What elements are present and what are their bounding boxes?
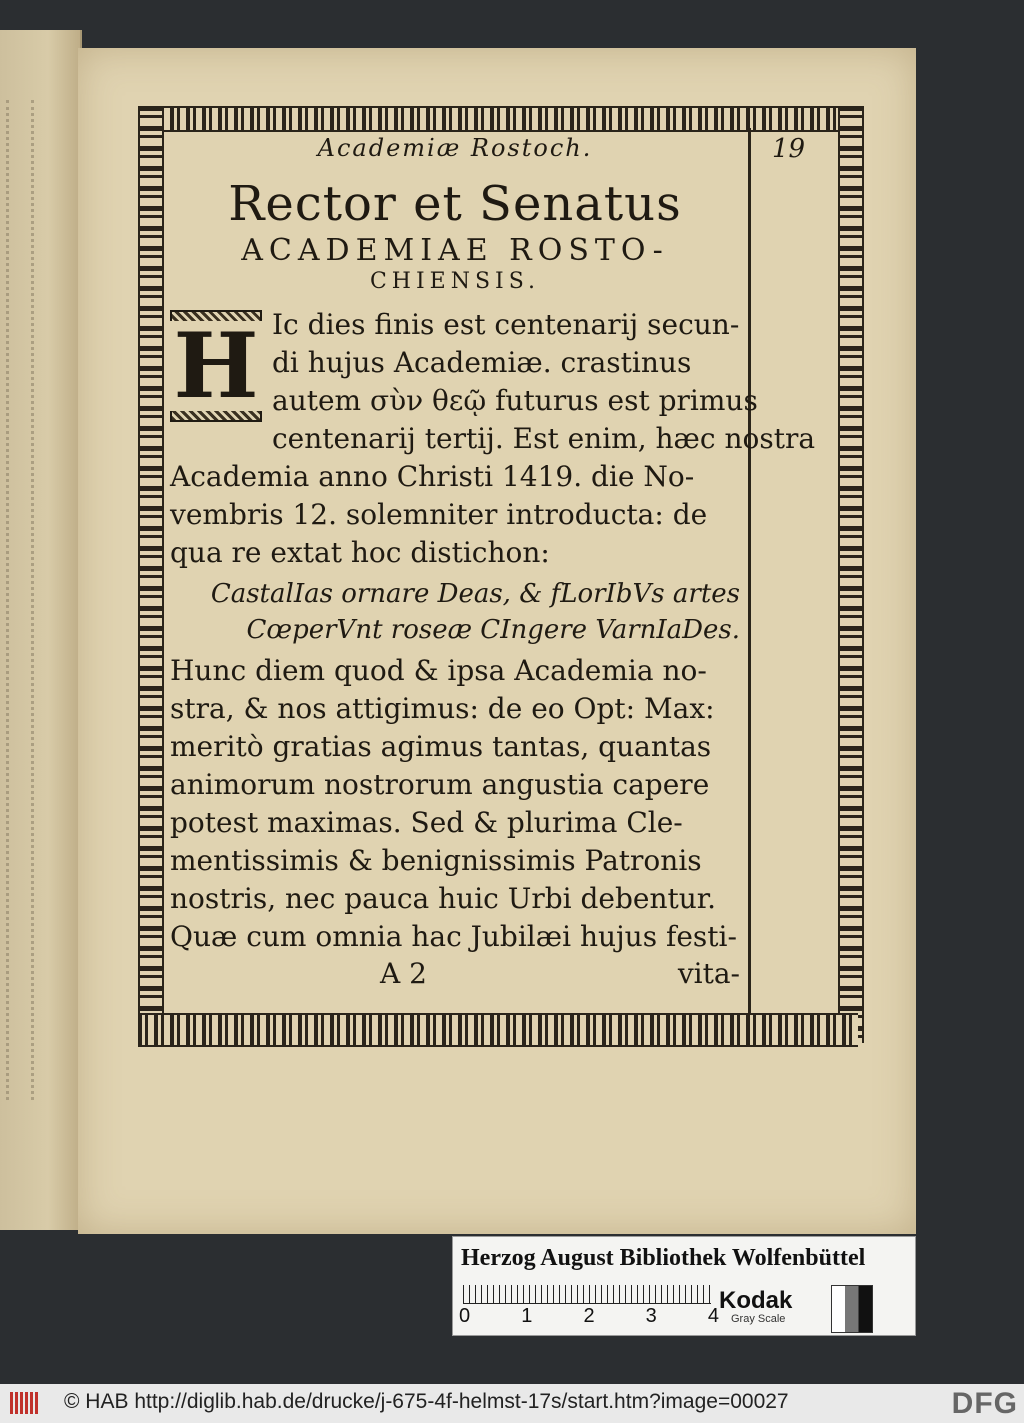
library-name: Herzog August Bibliothek Wolfenbüttel [461, 1245, 866, 1271]
library-color-card [452, 1236, 916, 1336]
text-line: centenarij tertij. Est enim, hæc nostra [272, 422, 816, 455]
page-number: 19 [772, 134, 806, 164]
signature-mark: A 2 [380, 957, 427, 990]
text-line: nostris, nec pauca huic Urbi debentur. [170, 882, 717, 915]
text-line: meritò gratias agimus tantas, quantas [170, 730, 712, 763]
running-head: Academiæ Rostoch. [317, 134, 593, 162]
verse-line: CastalIas ornare Deas, & fLorIbVs artes [210, 579, 740, 609]
gray-scale-label: Gray Scale [731, 1313, 786, 1325]
kodak-logo: Kodak [719, 1287, 793, 1314]
drop-cap-initial: H [170, 310, 262, 422]
text-line: qua re extat hoc distichon: [170, 536, 550, 569]
text-line: mentissimis & benignissimis Patronis [170, 844, 702, 877]
ornamental-border-bottom [138, 1013, 858, 1047]
text-line: stra, & nos attigimus: de eo Opt: Max: [170, 692, 715, 725]
previous-page-edge [0, 30, 82, 1230]
gray-scale-swatch [831, 1285, 873, 1333]
book-page [78, 48, 916, 1234]
text-line: autem σὺν θεῷ futurus est primus [272, 384, 758, 417]
body-paragraph-1 [170, 306, 816, 572]
ruler-number: 1 [521, 1305, 533, 1327]
verse-line: CœperVnt roseæ CIngere VarnIaDes. [246, 615, 740, 645]
margin-rule [748, 128, 751, 1013]
ruler-numbers [459, 1305, 719, 1328]
text-line: Ic dies finis est centenarij secun- [272, 308, 740, 341]
scale-ruler [463, 1285, 711, 1304]
text-line: Hunc diem quod & ipsa Academia no- [170, 654, 707, 687]
catchword: vita- [677, 957, 740, 990]
page-title: Rector et Senatus [228, 176, 682, 232]
page-text [170, 130, 816, 992]
distichon [170, 576, 740, 648]
ruler-number: 0 [459, 1305, 471, 1327]
ruler-number: 3 [645, 1305, 657, 1327]
text-line: potest maximas. Sed & plurima Cle- [170, 806, 683, 839]
ornamental-border-right [838, 106, 864, 1043]
text-line: animorum nostrorum angustia capere [170, 768, 710, 801]
hab-logo-icon [10, 1392, 40, 1414]
footer-bar [0, 1384, 1024, 1423]
ruler-number: 4 [707, 1305, 719, 1327]
page-subtitle: ACADEMIAE ROSTO- [241, 233, 669, 268]
ruler-number: 2 [583, 1305, 595, 1327]
ornamental-border-left [138, 106, 164, 1043]
text-line: di hujus Academiæ. crastinus [272, 346, 692, 379]
page-subtitle-continued: CHIENSIS. [369, 269, 541, 294]
text-line: Academia anno Christi 1419. die No- [170, 460, 695, 493]
source-url[interactable]: © HAB http://diglib.hab.de/drucke/j-675-4f-helmst-17s/start.htm?image=00027 [64, 1390, 789, 1413]
previous-page-border [6, 100, 34, 1100]
dfg-logo: DFG [951, 1387, 1018, 1420]
page-foot [170, 956, 740, 992]
body-paragraph-2 [170, 652, 740, 956]
text-line: vembris 12. solemniter introducta: de [170, 498, 708, 531]
text-line: Quæ cum omnia hac Jubilæi hujus festi- [170, 920, 737, 953]
